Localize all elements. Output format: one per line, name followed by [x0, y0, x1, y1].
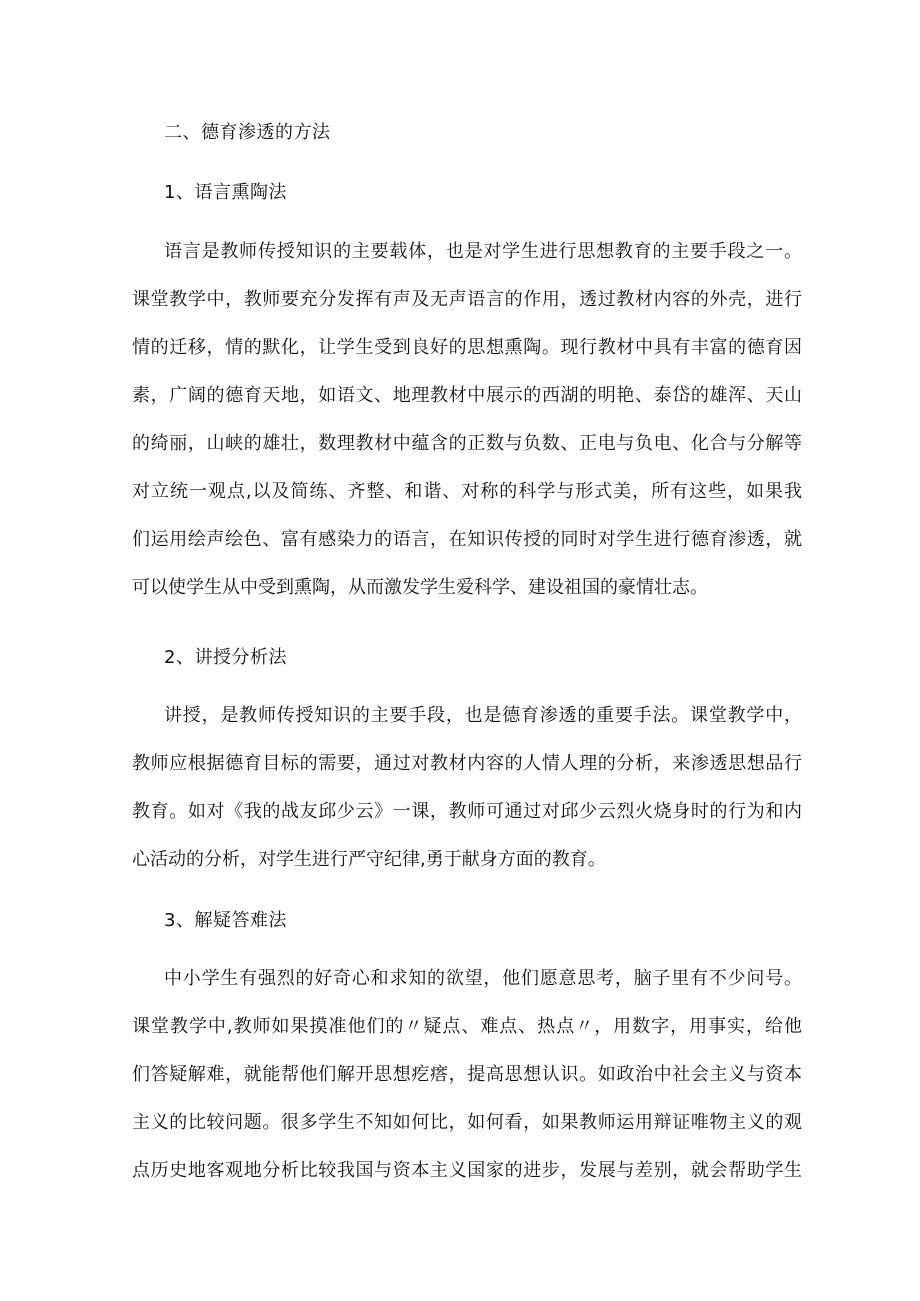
- method3-paragraph: [132, 966, 802, 1206]
- paragraph-line: 课堂教学中，教师要充分发挥有声及无声语言的作用，透过教材内容的外壳，进行: [132, 289, 802, 310]
- paragraph-line: 主义的比较问题。很多学生不知如何比，如何看，如果教师运用辩证唯物主义的观: [132, 1112, 802, 1133]
- method3-heading: 3、解疑答难法: [164, 910, 287, 931]
- paragraph-line: 可以使学生从中受到熏陶，从而激发学生爱科学、建设祖国的豪情壮志。: [132, 577, 708, 598]
- paragraph-line: 们运用绘声绘色、富有感染力的语言，在知识传授的同时对学生进行德育渗透，就: [132, 529, 802, 550]
- paragraph-line: 讲授，是教师传授知识的主要手段，也是德育渗透的重要手法。课堂教学中，: [164, 705, 802, 726]
- method1-paragraph: [132, 239, 802, 623]
- paragraph-line: 对立统一观点,以及简练、齐整、和谐、对称的科学与形式美，所有这些，如果我: [132, 481, 802, 502]
- method1-heading: 1、语言熏陶法: [164, 182, 287, 203]
- paragraph-line: 中小学生有强烈的好奇心和求知的欲望，他们愿意思考，脑子里有不少问号。: [164, 968, 802, 989]
- paragraph-line: 情的迁移，情的默化，让学生受到良好的思想熏陶。现行教材中具有丰富的德育因: [132, 337, 802, 358]
- paragraph-line: 语言是教师传授知识的主要载体，也是对学生进行思想教育的主要手段之一。: [164, 241, 802, 262]
- paragraph-line: 教育。如对《我的战友邱少云》一课，教师可通过对邱少云烈火烧身时的行为和内: [132, 801, 802, 822]
- method2-heading: 2、讲授分析法: [164, 647, 287, 668]
- paragraph-line: 点历史地客观地分析比较我国与资本主义国家的进步，发展与差别，就会帮助学生: [132, 1160, 802, 1181]
- paragraph-line: 们答疑解难，就能帮他们解开思想疙瘩，提高思想认识。如政治中社会主义与资本: [132, 1064, 802, 1085]
- method2-paragraph: [132, 703, 802, 895]
- paragraph-line: 心活动的分析，对学生进行严守纪律,勇于献身方面的教育。: [132, 849, 606, 870]
- paragraph-line: 素，广阔的德育天地，如语文、地理教材中展示的西湖的明艳、泰岱的雄浑、天山: [132, 385, 802, 406]
- section-heading-methods: 二、德育渗透的方法: [164, 122, 331, 143]
- paragraph-line: 教师应根据德育目标的需要，通过对教材内容的人情人理的分析，来渗透思想品行: [132, 753, 802, 774]
- paragraph-line: 的绮丽，山峡的雄壮，数理教材中蕴含的正数与负数、正电与负电、化合与分解等: [132, 433, 802, 454]
- paragraph-line: 课堂教学中,教师如果摸准他们的〃疑点、难点、热点〃，用数字，用事实，给他: [132, 1016, 802, 1037]
